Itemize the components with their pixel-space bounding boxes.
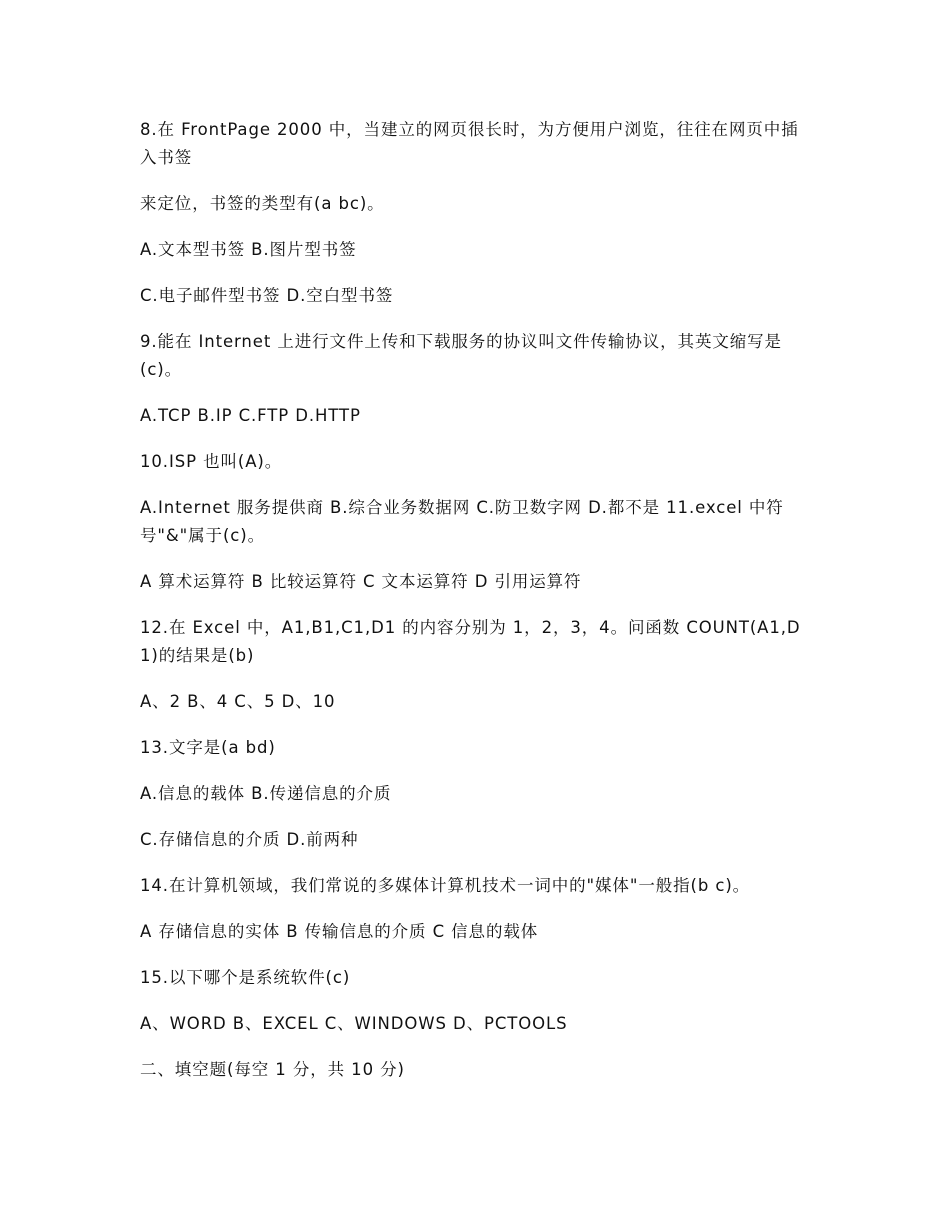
question-8-stem: 8.在 FrontPage 2000 中，当建立的网页很长时，为方便用户浏览，往往在网页中插入书签 (140, 120, 799, 167)
question-13-options-ab: A.信息的载体 B.传递信息的介质 (140, 784, 392, 803)
question-15-options: A、WORD B、EXCEL C、WINDOWS D、PCTOOLS (140, 1014, 568, 1033)
question-11-options: A 算术运算符 B 比较运算符 C 文本运算符 D 引用运算符 (140, 572, 582, 591)
section-heading-fill-in-blank: 二、填空题(每空 1 分，共 10 分) (140, 1060, 405, 1079)
question-9-stem: 9.能在 Internet 上进行文件上传和下载服务的协议叫文件传输协议，其英文缩写是(c)。 (140, 332, 782, 379)
question-12-stem: 12.在 Excel 中，A1,B1,C1,D1 的内容分别为 1，2，3，4。问函数 COUNT(A1,D1)的结果是(b) (140, 618, 801, 665)
question-12-options: A、2 B、4 C、5 D、10 (140, 692, 336, 711)
question-13-options-cd: C.存储信息的介质 D.前两种 (140, 830, 359, 849)
question-9-options: A.TCP B.IP C.FTP D.HTTP (140, 406, 361, 425)
question-15-stem: 15.以下哪个是系统软件(c) (140, 968, 351, 987)
question-8-stem-continued: 来定位，书签的类型有(a bc)。 (140, 194, 385, 213)
question-14-options: A 存储信息的实体 B 传输信息的介质 C 信息的载体 (140, 922, 539, 941)
question-10-stem: 10.ISP 也叫(A)。 (140, 452, 283, 471)
question-8-options-ab: A.文本型书签 B.图片型书签 (140, 240, 357, 259)
question-14-stem: 14.在计算机领域，我们常说的多媒体计算机技术一词中的"媒体"一般指(b c)。 (140, 876, 751, 895)
question-13-stem: 13.文字是(a bd) (140, 738, 276, 757)
question-10-options-and-question-11-stem: A.Internet 服务提供商 B.综合业务数据网 C.防卫数字网 D.都不是 11.excel 中符号"&"属于(c)。 (140, 498, 784, 545)
question-8-options-cd: C.电子邮件型书签 D.空白型书签 (140, 286, 394, 305)
document-body (140, 116, 812, 1102)
